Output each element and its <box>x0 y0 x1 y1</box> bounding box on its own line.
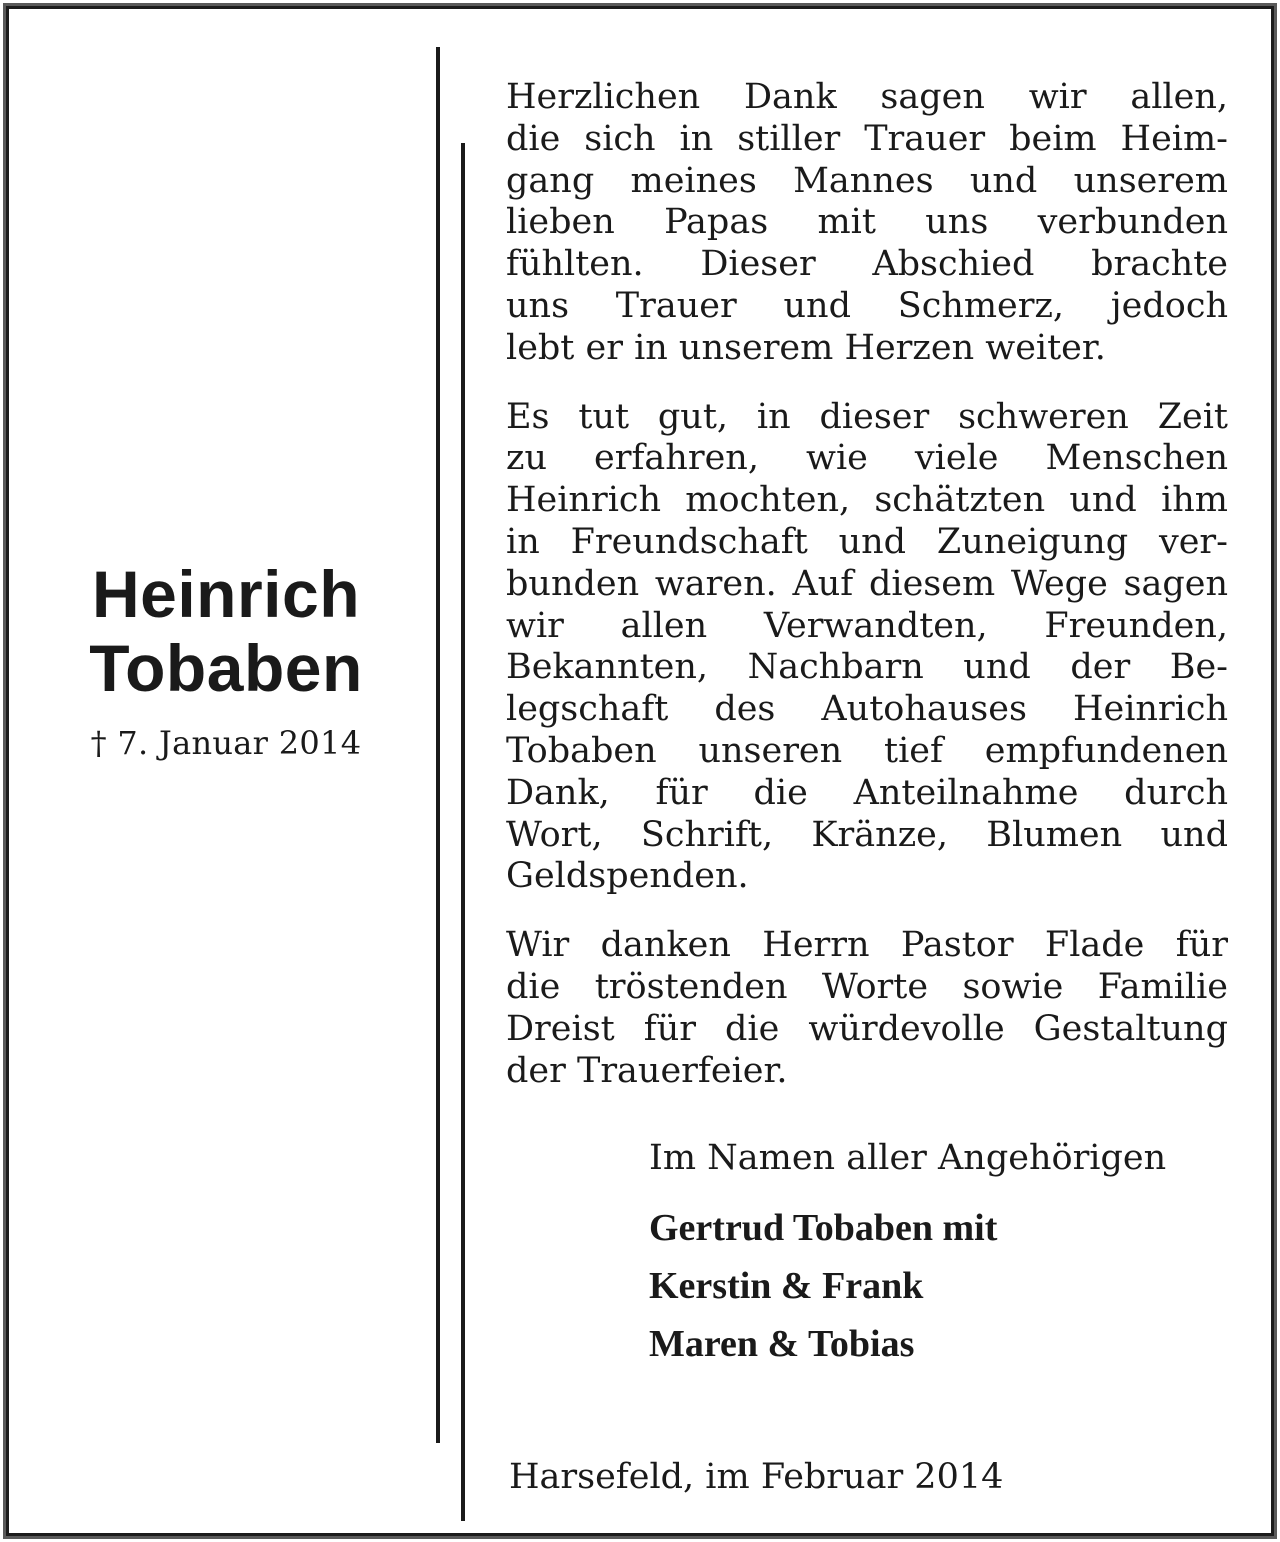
signoff-name: Maren & Tobias <box>649 1323 915 1365</box>
text-line: die sich in stiller Trauer beim Heim- <box>506 118 1228 159</box>
death-date: † 7. Januar 2014 <box>90 724 362 762</box>
text-line: gang meines Mannes und unserem <box>506 160 1228 201</box>
deceased-block <box>9 557 443 763</box>
text-line: Es tut gut, in dieser schweren Zeit <box>506 396 1228 437</box>
place-date: Harsefeld, im Februar 2014 <box>509 1457 1004 1497</box>
text-line: der Trauerfeier. <box>506 1050 788 1091</box>
signoff-names <box>649 1199 1166 1373</box>
text-line: lebt er in unserem Herzen weiter. <box>506 327 1106 368</box>
paragraph-pastor <box>506 925 1228 1092</box>
divider-rule-right <box>461 143 465 1521</box>
text-line: Bekannten, Nachbarn und der Be- <box>506 647 1228 688</box>
paragraph-gratitude <box>506 397 1228 899</box>
text-line: wir allen Verwandten, Freunden, <box>506 605 1228 646</box>
paragraph-thanks <box>506 77 1228 370</box>
divider-rule-left <box>436 47 440 1443</box>
deceased-last-name: Tobaben <box>89 631 363 705</box>
notice-frame <box>6 6 1274 1536</box>
text-line: Wort, Schrift, Kränze, Blumen und <box>506 814 1228 855</box>
text-line: Tobaben unseren tief empfundenen <box>506 730 1228 771</box>
signoff-intro: Im Namen aller Angehörigen <box>649 1138 1167 1178</box>
text-line: Heinrich mochten, schätzten und ihm <box>506 480 1228 521</box>
text-line: uns Trauer und Schmerz, jedoch <box>506 285 1228 326</box>
signoff-name: Kerstin & Frank <box>649 1265 924 1307</box>
signoff-block <box>649 1137 1166 1373</box>
text-line: Dank, für die Anteilnahme durch <box>506 772 1228 813</box>
signoff-name: Gertrud Tobaben mit <box>649 1207 998 1249</box>
text-line: in Freundschaft und Zuneigung ver- <box>506 521 1228 562</box>
text-line: Dreist für die würdevolle Gestaltung <box>506 1008 1228 1049</box>
text-line: Herzlichen Dank sagen wir allen, <box>506 77 1228 117</box>
text-line: legschaft des Autohauses Heinrich <box>506 689 1228 730</box>
text-line: Wir danken Herrn Pastor Flade für <box>506 925 1228 966</box>
text-line: Geldspenden. <box>506 856 749 897</box>
text-line: bunden waren. Auf diesem Wege sagen <box>506 563 1228 604</box>
text-line: die tröstenden Worte sowie Familie <box>506 966 1228 1007</box>
text-line: lieben Papas mit uns verbunden <box>506 202 1228 243</box>
text-line: fühlten. Dieser Abschied brachte <box>506 244 1228 285</box>
deceased-first-name: Heinrich <box>91 557 361 631</box>
thank-you-text <box>506 77 1228 1092</box>
text-line: zu erfahren, wie viele Menschen <box>506 438 1228 479</box>
